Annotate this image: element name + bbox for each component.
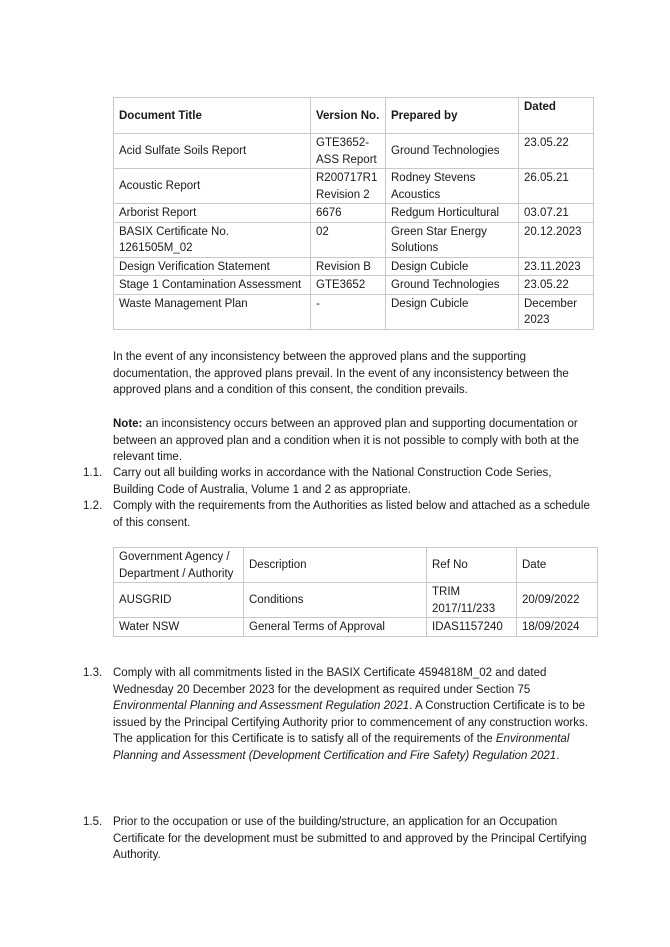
cell: 03.07.21 [519,204,594,223]
table-row [114,257,594,276]
cell: Arborist Report [114,204,311,223]
cell: 02 [311,222,386,257]
cell: Stage 1 Contamination Assessment [114,276,311,295]
item-1-2-text: Comply with the requirements from the Authorities as listed below and attached as a schedule of this consent. [113,500,590,529]
item-1-1-text: Carry out all building works in accordance with the National Construction Code Series, Building Code of Australia, Volume 1 and 2 as appropriate. [113,467,552,496]
item-number: 1.3. [83,667,103,679]
table-header-row [114,98,594,134]
header-version-no: Version No. [311,98,386,134]
item-number: 1.2. [83,500,103,512]
cell: General Terms of Approval [244,618,427,637]
cell: GTE3652-ASS Report [311,134,386,169]
cell: 23.05.22 [519,134,594,169]
cell: - [311,294,386,329]
cell: Ground Technologies [386,276,519,295]
cell: 26.05.21 [519,169,594,204]
table-row [114,222,594,257]
cell: 20.12.2023 [519,222,594,257]
table-row [114,294,594,329]
item-1-3-text-b: . A Construction Certificate is to be issued by the Principal Certifying Authority prior to commencement of any construction works. The application for this Certificate is to satisfy all of the requirements of the [113,700,588,745]
note-paragraph [113,416,593,466]
cell: Redgum Horticultural [386,204,519,223]
header-description: Description [244,548,427,583]
cell: Acoustic Report [114,169,311,204]
cell: 23.05.22 [519,276,594,295]
header-document-title: Document Title [114,98,311,134]
inconsistency-paragraph: In the event of any inconsistency between the approved plans and the supporting documentation, the approved plans prevail. In the event of any inconsistency between the approved plans and a condition of this consent, the condition prevails. [113,351,569,396]
cell: Design Verification Statement [114,257,311,276]
item-1-3-text-c: . [556,749,560,762]
authorities-table [113,547,598,637]
note-label: Note: [113,418,143,430]
header-date: Date [517,548,598,583]
header-prepared-by: Prepared by [386,98,519,134]
table-row [114,583,598,618]
item-1-3-regulation: Environmental Planning and Assessment Regulation 2021 [113,700,410,712]
cell: 23.11.2023 [519,257,594,276]
cell: Waste Management Plan [114,294,311,329]
cell: IDAS1157240 [427,618,517,637]
cell: Design Cubicle [386,294,519,329]
cell: AUSGRID [114,583,244,618]
cell: Revision B [311,257,386,276]
cell: 18/09/2024 [517,618,598,637]
cell: R200717R1 Revision 2 [311,169,386,204]
cell: December 2023 [519,294,594,329]
item-number: 1.5. [83,816,103,828]
documents-table [113,97,594,330]
cell: Ground Technologies [386,134,519,169]
cell: Water NSW [114,618,244,637]
cell: Acid Sulfate Soils Report [114,134,311,169]
header-agency: Government Agency / Department / Authority [114,548,244,583]
cell: Design Cubicle [386,257,519,276]
cell: TRIM 2017/11/233 [427,583,517,618]
header-ref-no: Ref No [427,548,517,583]
table-row [114,618,598,637]
header-dated: Dated [519,98,594,134]
cell: 6676 [311,204,386,223]
table-header-row [114,548,598,583]
item-number: 1.1. [83,467,103,479]
cell: Conditions [244,583,427,618]
note-text: an inconsistency occurs between an approved plan and supporting documentation or between an approved plan and a condition when it is not possible to comply with both at the relevant time. [113,418,580,463]
cell: Rodney Stevens Acoustics [386,169,519,204]
table-row [114,276,594,295]
table-row [114,204,594,223]
cell: GTE3652 [311,276,386,295]
item-1-5-text: Prior to the occupation or use of the building/structure, an application for an Occupation Certificate for the development must be submitted to and approved by the Principal Certifying Authority. [113,816,587,861]
cell: Green Star Energy Solutions [386,222,519,257]
table-row [114,169,594,204]
item-1-3-text [113,665,593,764]
item-1-3-text-a: Comply with all commitments listed in the BASIX Certificate 4594818M_02 and dated Wednesday 20 December 2023 for the development as required under Section 75 [113,667,547,696]
cell: 20/09/2022 [517,583,598,618]
table-row [114,134,594,169]
item-1-3-regulation-2: Environmental Planning and Assessment (Development Certification and Fire Safety) Regulation 2021 [113,733,570,762]
cell: BASIX Certificate No. 1261505M_02 [114,222,311,257]
